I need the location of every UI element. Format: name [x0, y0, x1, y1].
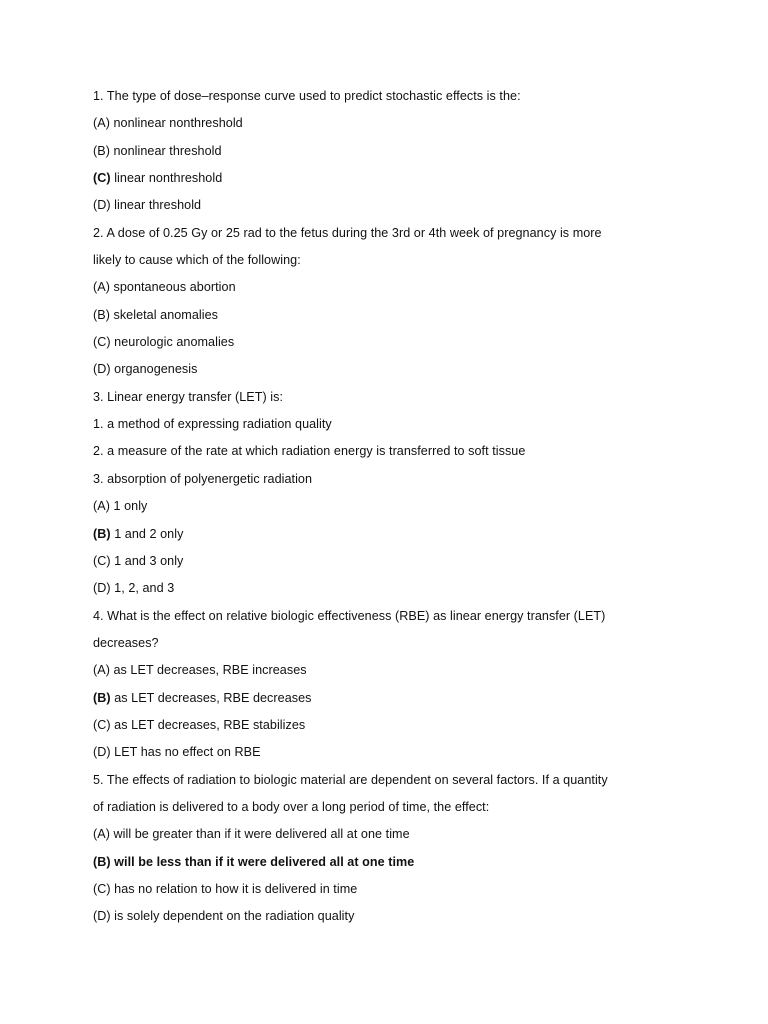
- question-line: [93, 606, 733, 633]
- question-line: [93, 441, 733, 468]
- line-text: 2. a measure of the rate at which radiation energy is transferred to soft tissue: [93, 444, 526, 459]
- line-text: decreases?: [93, 635, 159, 650]
- text-line: [93, 277, 733, 304]
- question-line: [93, 414, 733, 441]
- answer-option-correct: [93, 524, 733, 551]
- text-line: [93, 332, 733, 359]
- line-text: 1. The type of dose–response curve used to predict stochastic effects is the:: [93, 89, 521, 103]
- line-text: of radiation is delivered to a body over a long period of time, the effect:: [93, 799, 490, 814]
- line-text: (C) has no relation to how it is delivered in time: [93, 881, 358, 896]
- text-line: [93, 250, 733, 277]
- text-line: [93, 113, 733, 140]
- text-line: [93, 141, 733, 168]
- line-text: (D) is solely dependent on the radiation quality: [93, 909, 355, 924]
- answer-marker: (B): [93, 526, 111, 541]
- text-line: [93, 359, 733, 386]
- text-line: [93, 742, 733, 769]
- line-text: 5. The effects of radiation to biologic material are dependent on several factors. If a quantity: [93, 772, 608, 787]
- line-text: (B) skeletal anomalies: [93, 307, 218, 322]
- line-text: 1 and 2 only: [110, 526, 184, 541]
- question-line: [93, 770, 733, 797]
- question-line: [93, 387, 733, 414]
- line-text: (A) spontaneous abortion: [93, 280, 236, 295]
- text-line: [93, 879, 733, 906]
- line-text: (B) nonlinear threshold: [93, 143, 222, 158]
- line-text: (A) 1 only: [93, 499, 148, 514]
- line-text: (A) will be greater than if it were delivered all at one time: [93, 827, 410, 842]
- text-line: [93, 496, 733, 523]
- text-line: [93, 906, 733, 933]
- answer-marker: (C): [93, 171, 111, 186]
- answer-option-correct: [93, 168, 733, 195]
- line-text: (C) neurologic anomalies: [93, 335, 235, 350]
- text-line: [93, 715, 733, 742]
- line-text: 3. absorption of polyenergetic radiation: [93, 471, 313, 486]
- line-text: (A) as LET decreases, RBE increases: [93, 663, 307, 678]
- line-text: (D) organogenesis: [93, 362, 198, 377]
- line-text: (C) 1 and 3 only: [93, 553, 184, 568]
- line-text: (D) 1, 2, and 3: [93, 581, 175, 596]
- line-text: as LET decreases, RBE decreases: [110, 690, 312, 705]
- line-text: likely to cause which of the following:: [93, 253, 301, 268]
- text-line: [93, 824, 733, 851]
- question-line: [93, 86, 733, 113]
- line-text: 4. What is the effect on relative biologic effectiveness (RBE) as linear energy transfer (LET): [93, 608, 606, 623]
- line-text: 3. Linear energy transfer (LET) is:: [93, 389, 284, 404]
- line-text: linear nonthreshold: [110, 171, 223, 186]
- text-line: [93, 551, 733, 578]
- text-line: [93, 633, 733, 660]
- text-line: [93, 195, 733, 222]
- text-line: [93, 797, 733, 824]
- line-text: (B) will be less than if it were delivered all at one time: [93, 854, 415, 869]
- line-text: 1. a method of expressing radiation quality: [93, 417, 332, 432]
- line-text: (D) LET has no effect on RBE: [93, 745, 261, 760]
- text-line: [93, 660, 733, 687]
- line-text: (C) as LET decreases, RBE stabilizes: [93, 717, 306, 732]
- line-text: (A) nonlinear nonthreshold: [93, 116, 243, 131]
- text-line: [93, 852, 733, 879]
- line-text: 2. A dose of 0.25 Gy or 25 rad to the fetus during the 3rd or 4th week of pregnancy is more: [93, 225, 602, 240]
- text-line: [93, 305, 733, 332]
- text-line: [93, 578, 733, 605]
- question-line: [93, 469, 733, 496]
- answer-option-correct: [93, 688, 733, 715]
- question-line: [93, 223, 733, 250]
- question-list: [93, 86, 733, 934]
- answer-marker: (B): [93, 690, 111, 705]
- line-text: (D) linear threshold: [93, 198, 202, 213]
